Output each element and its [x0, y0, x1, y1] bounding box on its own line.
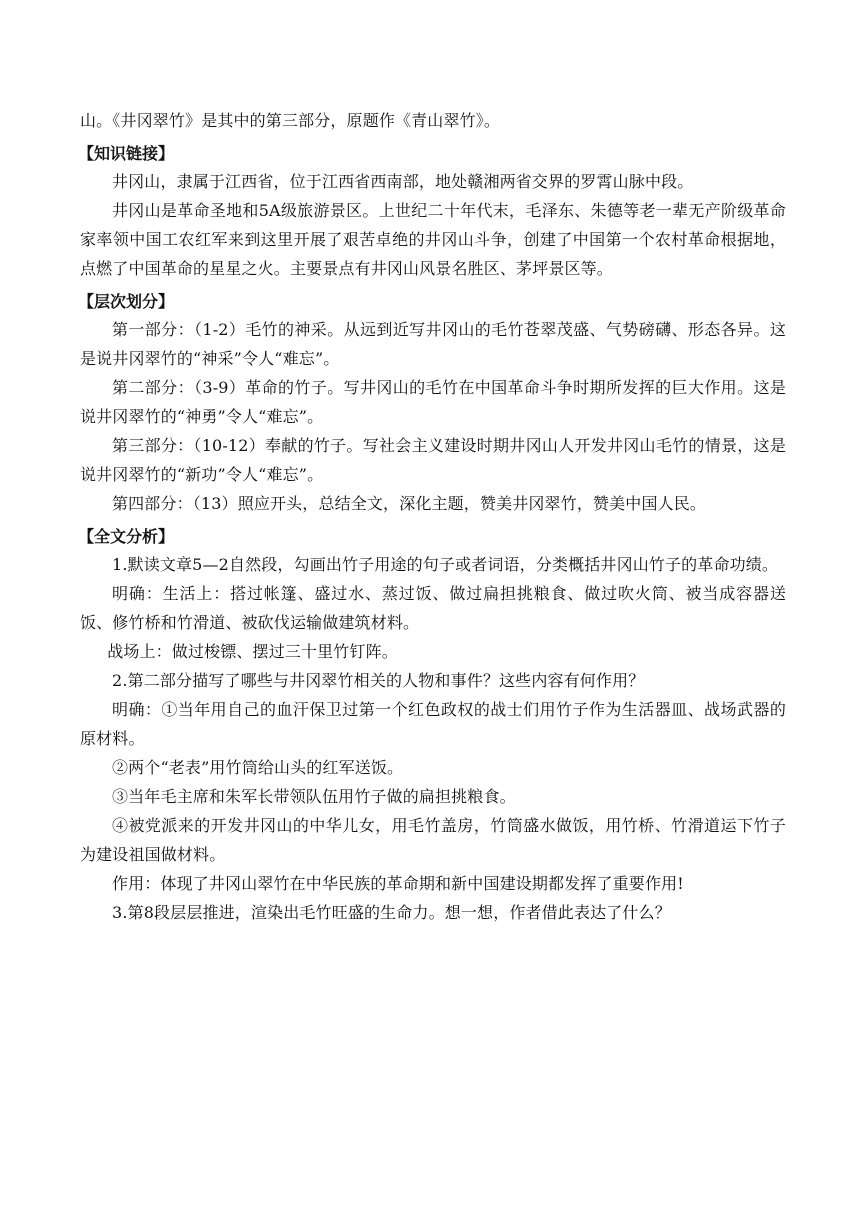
knowledge-heading: 【知识链接】: [78, 144, 175, 163]
knowledge-paragraph-1: 井冈山，隶属于江西省，位于江西省西南部，地处赣湘两省交界的罗霄山脉中段。: [112, 172, 694, 191]
answer-1-battlefield: 战场上：做过梭镖、摆过三十里竹钉阵。: [107, 642, 398, 661]
question-2: 2.第二部分描写了哪些与井冈翠竹相关的人物和事件？这些内容有何作用？: [112, 671, 645, 690]
document-page: [80, 106, 786, 927]
question-3: 3.第8段层层推进，渲染出毛竹旺盛的生命力。想一想，作者借此表达了什么？: [112, 903, 671, 922]
answer-2-effect: 作用：体现了井冈山翠竹在中华民族的革命期和新中国建设期都发挥了重要作用!: [112, 874, 684, 893]
layers-paragraph-1: 第一部分：（1-2）毛竹的神采。从远到近写井冈山的毛竹苍翠茂盛、气势磅礴、形态各异。这是说井冈翠竹的“神采”令人“难忘”。: [80, 320, 786, 368]
analysis-heading: 【全文分析】: [78, 527, 175, 546]
answer-2-item-1: 明确：①当年用自己的血汗保卫过第一个红色政权的战士们用竹子作为生活器皿、战场武器的原材料。: [80, 700, 786, 748]
answer-2-item-3: ③当年毛主席和朱军长带领队伍用竹子做的扁担挑粮食。: [112, 787, 516, 806]
layers-heading: 【层次划分】: [78, 292, 175, 311]
layers-paragraph-4: 第四部分：（13）照应开头，总结全文，深化主题，赞美井冈翠竹，赞美中国人民。: [112, 494, 707, 513]
knowledge-paragraph-2: 井冈山是革命圣地和5A级旅游景区。上世纪二十年代末，毛泽东、朱德等老一辈无产阶级革命家率领中国工农红军来到这里开展了艰苦卓绝的井冈山斗争，创建了中国第一个农村革命根据地，点燃了中国革命的星星之火。主要景点有井冈山风景名胜区、茅坪景区等。: [80, 201, 786, 278]
layers-paragraph-2: 第二部分：（3-9）革命的竹子。写井冈山的毛竹在中国革命斗争时期所发挥的巨大作用。这是说井冈翠竹的“神勇”令人“难忘”。: [80, 378, 786, 426]
question-1: 1.默读文章5—2自然段，勾画出竹子用途的句子或者词语，分类概括井冈山竹子的革命功绩。: [112, 555, 779, 574]
answer-2-item-2: ②两个“老表”用竹筒给山头的红军送饭。: [112, 758, 404, 777]
answer-1: 明确：生活上：搭过帐篷、盛过水、蒸过饭、做过扁担挑粮食、做过吹火筒、被当成容器送饭、修竹桥和竹滑道、被砍伐运输做建筑材料。: [80, 584, 786, 632]
answer-2-item-4: ④被党派来的开发井冈山的中华儿女，用毛竹盖房，竹筒盛水做饭，用竹桥、竹滑道运下竹子为建设祖国做材料。: [80, 816, 786, 864]
layers-paragraph-3: 第三部分：（10-12）奉献的竹子。写社会主义建设时期井冈山人开发井冈山毛竹的情景，这是说井冈翠竹的“新功”令人“难忘”。: [80, 436, 786, 484]
intro-paragraph: 山。《井冈翠竹》是其中的第三部分，原题作《青山翠竹》。: [80, 111, 501, 130]
